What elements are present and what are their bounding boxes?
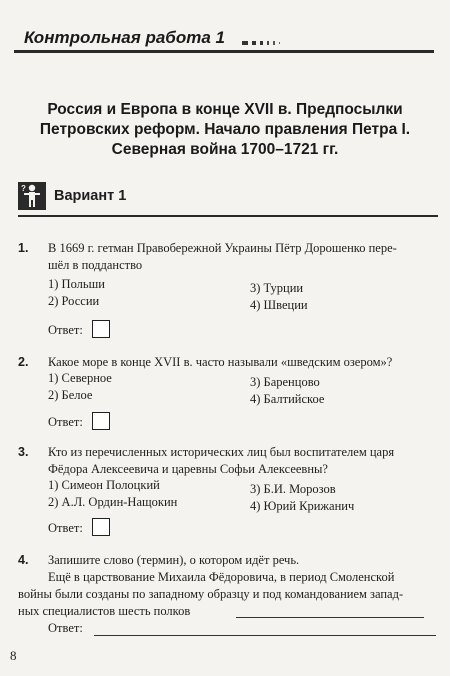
fill-in-line[interactable]	[236, 617, 424, 618]
variant-label: Вариант 1	[54, 188, 127, 204]
passage-line: войны были созданы по западному образцу и под командованием запад-	[18, 587, 404, 601]
question-text-line: шёл в подданство	[48, 258, 143, 272]
question-number: 2.	[18, 355, 29, 369]
option-3[interactable]: 3) Б.И. Морозов	[250, 482, 336, 496]
header-rule	[14, 50, 434, 53]
topic-line-3: Северная война 1700–1721 гг.	[111, 141, 339, 158]
answer-label: Ответ:	[48, 323, 83, 337]
header-title: Контрольная работа 1	[24, 28, 225, 47]
passage-line: ных специалистов шесть полков	[18, 604, 191, 618]
question-number: 4.	[18, 553, 29, 567]
question-4	[14, 552, 438, 642]
question-number: 3.	[18, 445, 29, 459]
question-text	[48, 444, 433, 478]
question-2	[14, 354, 438, 434]
answer-label: Ответ:	[48, 621, 83, 635]
question-1	[14, 240, 438, 340]
puzzle-figure-icon	[18, 182, 46, 210]
answer-box[interactable]	[92, 320, 110, 338]
question-text	[48, 240, 433, 274]
question-3	[14, 444, 438, 540]
question-text-line: Фёдора Алексеевича и царевны Софьи Алексеевны?	[48, 462, 328, 476]
option-4[interactable]: 4) Швеции	[250, 298, 308, 312]
topic-line-1: Россия и Европа в конце XVII в. Предпосылки	[47, 101, 403, 118]
question-number: 1.	[18, 241, 29, 255]
passage-line: Ещё в царствование Михаила Фёдоровича, в период Смоленской	[48, 570, 395, 584]
question-text	[48, 552, 440, 569]
question-text-line: В 1669 г. гетман Правобережной Украины Пётр Дорошенко пере-	[48, 241, 397, 255]
svg-text:?: ?	[21, 184, 26, 193]
answer-line[interactable]	[94, 635, 436, 636]
option-1[interactable]: 1) Польши	[48, 277, 105, 291]
header-decoration	[242, 39, 342, 47]
topic-line-2: Петровских реформ. Начало правления Петра I.	[39, 121, 411, 138]
question-text-line: Какое море в конце XVII в. часто называли «шведским озером»?	[48, 355, 393, 369]
question-text-line: Кто из перечисленных исторических лиц был воспитателем царя	[48, 445, 395, 459]
option-4[interactable]: 4) Балтийское	[250, 392, 325, 406]
page-number: 8	[10, 648, 17, 663]
topic-heading	[20, 100, 430, 160]
option-2[interactable]: 2) России	[48, 294, 100, 308]
answer-box[interactable]	[92, 518, 110, 536]
option-1[interactable]: 1) Симеон Полоцкий	[48, 478, 160, 492]
option-1[interactable]: 1) Северное	[48, 371, 112, 385]
header-bar	[14, 22, 434, 56]
option-3[interactable]: 3) Турции	[250, 281, 304, 295]
question-text	[48, 354, 433, 371]
option-3[interactable]: 3) Баренцово	[250, 375, 320, 389]
answer-label: Ответ:	[48, 415, 83, 429]
question-passage	[18, 569, 438, 620]
option-2[interactable]: 2) А.Л. Ордин-Нащокин	[48, 495, 178, 509]
answer-box[interactable]	[92, 412, 110, 430]
variant-rule	[18, 215, 438, 217]
option-2[interactable]: 2) Белое	[48, 388, 93, 402]
answer-label: Ответ:	[48, 521, 83, 535]
question-text-line: Запишите слово (термин), о котором идёт речь.	[48, 553, 300, 567]
option-4[interactable]: 4) Юрий Крижанич	[250, 499, 355, 513]
variant-header	[18, 182, 438, 212]
